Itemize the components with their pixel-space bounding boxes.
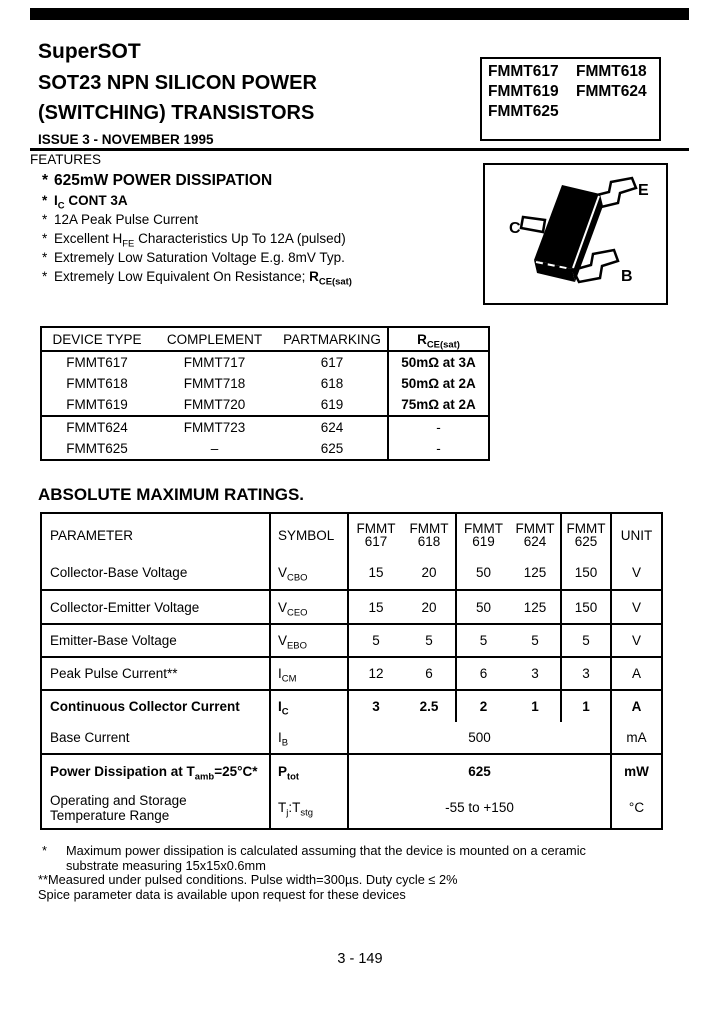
parameter-column (42, 514, 271, 589)
sot23-package-diagram (485, 165, 665, 302)
feature-text: Excellent $H_{FE}$ Characteristics Up To 12A (pulsed) (54, 231, 346, 250)
value-cell: 150 (574, 565, 598, 581)
complement-cell: FMMT723 (183, 420, 246, 435)
footnote-line: substrate measuring 15x15x0.6mm (66, 857, 266, 873)
part-number-row (488, 62, 659, 82)
part-number: FMMT618 (576, 63, 647, 80)
feature-text: Extremely Low Equivalent On Resistance; $R_{CE(sat)}$ (54, 269, 352, 288)
rcesat-cell: - (387, 417, 488, 438)
value-cell: 3 (372, 699, 380, 714)
marking-cell: 624 (320, 420, 344, 435)
device-cell: FMMT619 (66, 397, 128, 412)
bullet-asterisk: * (42, 212, 48, 227)
bullet-asterisk: * (42, 231, 48, 246)
value-cell: 50 (475, 565, 492, 581)
device-cell: FMMT624 (66, 420, 128, 435)
complement-cell: – (210, 441, 219, 456)
features-section (30, 152, 480, 286)
col-header-complement: COMPLEMENT (166, 331, 263, 347)
unit-cell: mW (624, 763, 649, 779)
device-column-617 (349, 514, 403, 589)
parameter-cell: Operating and Storage Temperature Range (42, 787, 271, 828)
device-column-625 (562, 514, 612, 589)
symbol-cell: $V_{CBO}$ (278, 565, 308, 585)
symbol-cell: $P_{tot}$ (271, 755, 349, 787)
feature-item (30, 229, 480, 248)
unit-cell: V (631, 599, 641, 615)
symbol-cell: $I_C$ (271, 691, 349, 722)
complement-cell: FMMT718 (183, 376, 246, 391)
parameter-cell: Continuous Collector Current (42, 691, 271, 722)
footnote-asterisk: * (42, 843, 47, 858)
part-number: FMMT619 (488, 83, 559, 100)
part-number: FMMT624 (576, 83, 647, 100)
absolute-maximum-ratings-table (40, 512, 663, 830)
col-header-device-type: DEVICE TYPE (52, 331, 142, 347)
col-header-rcesat: $R_{CE(sat)}$ (387, 328, 488, 350)
col-header-device: FMMT 625 (566, 520, 606, 550)
device-table-header-row (42, 328, 488, 352)
table-row (42, 417, 488, 438)
value-cell: 5 (372, 633, 380, 648)
symbol-cell: $V_{EBO}$ (271, 625, 349, 656)
value-cell: 125 (510, 591, 562, 623)
part-number: FMMT617 (488, 63, 559, 80)
footnote-text: Maximum power dissipation is calculated assuming that the device is mounted on a ceramic (66, 843, 586, 858)
col-header-device: FMMT 619 (464, 520, 503, 550)
issue-line: ISSUE 3 - NOVEMBER 1995 (38, 132, 214, 147)
footnote-line: Spice parameter data is available upon request for these devices (38, 886, 406, 902)
value-cell: 2.5 (403, 691, 457, 722)
col-header-parameter: PARAMETER (50, 527, 134, 543)
marking-cell: 618 (320, 376, 344, 391)
unit-column (612, 514, 661, 589)
feature-item (30, 191, 480, 210)
symbol-column (271, 514, 349, 589)
bullet-asterisk: * (42, 250, 48, 265)
rcesat-cell: 50mΩ at 3A (387, 352, 488, 373)
table-row (42, 625, 661, 658)
brand-title: SuperSOT (38, 40, 141, 63)
col-header-device: FMMT 624 (515, 520, 555, 550)
unit-cell: °C (628, 800, 645, 815)
bullet-asterisk: * (42, 193, 48, 208)
parameter-cell: Collector-Base Voltage (50, 565, 188, 581)
marking-cell: 619 (320, 397, 344, 412)
feature-text: 12A Peak Pulse Current (54, 212, 199, 227)
feature-item (30, 170, 480, 191)
unit-cell: mA (626, 730, 647, 745)
col-header-partmarking: PARTMARKING (283, 331, 381, 347)
unit-cell: A (631, 666, 641, 681)
table-row (42, 591, 661, 625)
bullet-asterisk: * (42, 269, 48, 284)
merged-value-cell: 625 (349, 755, 612, 787)
col-header-device: FMMT 617 (356, 520, 396, 550)
symbol-cell: $V_{CEO}$ (271, 591, 349, 623)
footnote-line: **Measured under pulsed conditions. Pulse width=300µs. Duty cycle ≤ 2% (38, 872, 458, 887)
device-column-624 (510, 514, 562, 589)
value-cell: 2 (479, 699, 488, 714)
parameter-cell: Emitter-Base Voltage (42, 625, 271, 656)
unit-cell: V (631, 565, 641, 581)
part-number-box (480, 57, 661, 141)
header-divider-rule (30, 148, 689, 151)
rcesat-cell: - (387, 438, 488, 459)
merged-value-cell: 500 (349, 722, 612, 753)
device-cell: FMMT618 (66, 376, 128, 391)
parameter-cell: Collector-Emitter Voltage (42, 591, 271, 623)
value-cell: 5 (479, 633, 488, 648)
table-row (42, 373, 488, 394)
top-rule-bar (30, 8, 689, 20)
table-row (42, 394, 488, 417)
page-number: 3 - 149 (337, 951, 383, 967)
complement-cell: FMMT717 (183, 355, 246, 370)
parameter-cell: Power Dissipation at $T_{amb}=25^\circ C*$ (42, 755, 271, 787)
page-title-line1: SOT23 NPN SILICON POWER (38, 72, 317, 94)
unit-cell: A (631, 699, 642, 714)
device-column-618 (403, 514, 457, 589)
value-cell: 20 (403, 591, 457, 623)
symbol-cell: $I_B$ (271, 722, 349, 753)
col-header-device: FMMT 618 (409, 520, 449, 550)
feature-item (30, 210, 480, 229)
value-cell: 12 (368, 666, 384, 681)
feature-text: 625mW POWER DISSIPATION (54, 171, 273, 189)
symbol-cell: $I_{CM}$ (271, 658, 349, 689)
ratings-heading: ABSOLUTE MAXIMUM RATINGS. (38, 485, 305, 504)
value-cell: 3 (562, 658, 612, 689)
rcesat-cell: 75mΩ at 2A (387, 394, 488, 415)
value-cell: 15 (368, 599, 384, 615)
feature-item (30, 267, 480, 286)
value-cell: 5 (562, 625, 612, 656)
value-cell: 1 (510, 691, 562, 722)
symbol-cell: $T_j:T_{stg}$ (271, 787, 349, 828)
table-row (42, 755, 661, 787)
value-cell: 1 (562, 691, 612, 722)
col-header-unit: UNIT (620, 527, 653, 543)
package-diagram-box (483, 163, 668, 305)
value-cell: 125 (523, 565, 547, 581)
footnotes (38, 844, 678, 902)
device-column-619 (457, 514, 510, 589)
merged-value-cell: -55 to +150 (349, 787, 612, 828)
value-cell: 3 (510, 658, 562, 689)
collector-label: C (509, 220, 521, 237)
page-title-line2: (SWITCHING) TRANSISTORS (38, 102, 315, 124)
device-cell: FMMT625 (66, 441, 128, 456)
base-label: B (621, 268, 633, 285)
value-cell: 5 (403, 625, 457, 656)
value-cell: 5 (510, 625, 562, 656)
feature-item (30, 248, 480, 267)
value-cell: 150 (562, 591, 612, 623)
feature-text: Extremely Low Saturation Voltage E.g. 8mV Typ. (54, 250, 345, 265)
rcesat-cell: 50mΩ at 2A (387, 373, 488, 394)
value-cell: 15 (368, 565, 384, 581)
footnote-line (38, 844, 678, 859)
unit-cell: V (631, 633, 641, 648)
table-row (42, 787, 661, 828)
feature-text: $I_C$ CONT 3A (54, 193, 128, 212)
col-header-symbol: SYMBOL (278, 527, 335, 543)
table-row (42, 658, 661, 691)
parameter-cell: Peak Pulse Current** (42, 658, 271, 689)
device-cell: FMMT617 (66, 355, 128, 370)
table-row (42, 722, 661, 755)
collector-lead (521, 217, 545, 232)
device-type-table (40, 326, 490, 461)
emitter-label: E (638, 182, 649, 199)
value-cell: 20 (421, 565, 437, 581)
value-cell: 6 (479, 666, 488, 681)
table-row (42, 691, 661, 722)
value-cell: 50 (475, 599, 492, 615)
value-cell: 6 (403, 658, 457, 689)
part-number: FMMT625 (488, 103, 559, 120)
table-row (42, 438, 488, 459)
parameter-cell: Base Current (42, 722, 271, 753)
bullet-asterisk: * (42, 171, 49, 189)
table-row (42, 352, 488, 373)
marking-cell: 625 (320, 441, 344, 456)
marking-cell: 617 (320, 355, 344, 370)
features-heading: FEATURES (30, 152, 102, 167)
complement-cell: FMMT720 (183, 397, 246, 412)
ratings-header-and-first-row (42, 514, 661, 591)
part-number-row (488, 82, 659, 102)
part-number-row (488, 102, 659, 122)
